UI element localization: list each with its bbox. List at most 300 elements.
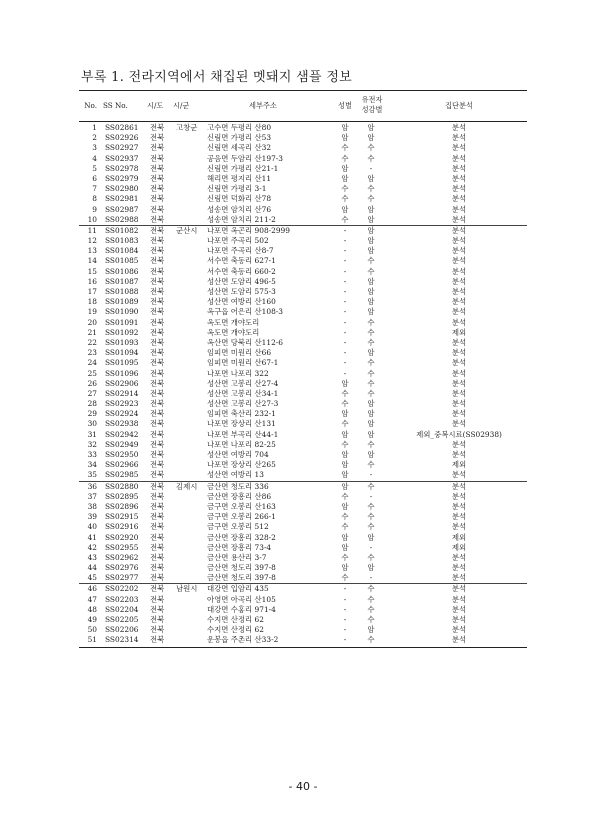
cell-sex: 수 bbox=[341, 184, 349, 194]
cell-province: 전북 bbox=[150, 594, 165, 604]
cell-genetic-sex: 암 bbox=[367, 214, 375, 224]
cell-genetic-sex: - bbox=[369, 573, 373, 583]
cell-ss-no: SS01091 bbox=[105, 317, 139, 327]
cell-address: 신림면 가평리 3-1 bbox=[207, 184, 267, 194]
cell-genetic-sex: 암 bbox=[367, 133, 375, 143]
cell-no: 4 bbox=[92, 153, 97, 163]
cell-sex: 수 bbox=[341, 512, 349, 522]
cell-address: 임피면 미원리 산66 bbox=[207, 348, 272, 358]
cell-sex: - bbox=[343, 307, 347, 317]
cell-province: 전북 bbox=[150, 409, 165, 419]
cell-ss-no: SS02914 bbox=[105, 388, 139, 398]
cell-address: 금산면 청도리 397-8 bbox=[207, 563, 276, 573]
table-row bbox=[79, 154, 527, 164]
cell-result: 분석 bbox=[451, 512, 467, 522]
table-row bbox=[79, 164, 527, 174]
cell-no: 10 bbox=[87, 214, 97, 224]
header-city: 시/군 bbox=[173, 101, 190, 110]
cell-result: 분석 bbox=[451, 450, 467, 459]
cell-ss-no: SS02966 bbox=[105, 460, 139, 470]
cell-no: 27 bbox=[87, 388, 97, 398]
cell-province: 전북 bbox=[150, 287, 165, 296]
table-row bbox=[79, 225, 527, 236]
cell-result: 분석 bbox=[451, 573, 467, 583]
cell-no: 34 bbox=[87, 460, 97, 470]
cell-result: 분석 bbox=[451, 470, 467, 480]
cell-address: 금산면 장흥리 328-2 bbox=[207, 532, 276, 542]
cell-province: 전북 bbox=[150, 388, 165, 398]
cell-ss-no: SS02949 bbox=[105, 439, 139, 449]
cell-no: 8 bbox=[92, 194, 97, 204]
cell-no: 1 bbox=[92, 123, 97, 132]
cell-no: 29 bbox=[87, 409, 97, 419]
cell-address: 금산면 용산리 3-7 bbox=[207, 552, 267, 562]
table-row bbox=[79, 267, 527, 277]
cell-no: 31 bbox=[87, 429, 97, 439]
cell-sex: 수 bbox=[341, 153, 349, 163]
cell-ss-no: SS02906 bbox=[105, 378, 139, 388]
cell-ss-no: SS02924 bbox=[105, 409, 139, 419]
cell-sex: - bbox=[343, 625, 347, 635]
cell-ss-no: SS01082 bbox=[105, 225, 139, 235]
cell-ss-no: SS02988 bbox=[105, 214, 139, 224]
cell-result: 분석 bbox=[451, 409, 467, 419]
cell-result: 분석 bbox=[451, 388, 467, 398]
cell-result: 분석 bbox=[451, 439, 467, 449]
cell-ss-no: SS02962 bbox=[105, 552, 139, 562]
cell-no: 7 bbox=[92, 184, 97, 194]
table-row bbox=[79, 440, 527, 450]
cell-sex: 암 bbox=[341, 450, 349, 459]
cell-result: 분석 bbox=[451, 522, 467, 532]
cell-ss-no: SS01088 bbox=[105, 287, 139, 296]
cell-address: 대강면 수홍리 971-4 bbox=[207, 604, 276, 614]
cell-result: 분석 bbox=[451, 399, 467, 409]
cell-result: 분석 bbox=[451, 337, 467, 347]
cell-ss-no: SS02985 bbox=[105, 470, 139, 480]
cell-address: 금구면 오봉리 266-1 bbox=[207, 512, 276, 522]
cell-no: 3 bbox=[92, 143, 97, 153]
header-ss-no: SS No. bbox=[103, 101, 128, 110]
cell-address: 나포면 주곡리 502 bbox=[207, 236, 269, 246]
cell-sex: 암 bbox=[341, 563, 349, 573]
cell-address: 임피면 축산리 232-1 bbox=[207, 409, 276, 419]
cell-province: 전북 bbox=[150, 307, 165, 317]
cell-province: 전북 bbox=[150, 625, 165, 635]
cell-result: 분석 bbox=[451, 348, 467, 358]
cell-result: 분석 bbox=[451, 204, 467, 214]
cell-result: 분석 bbox=[451, 133, 467, 143]
cell-sex: 암 bbox=[341, 532, 349, 542]
header-genetic-line1: 유전자 bbox=[361, 95, 383, 104]
cell-no: 36 bbox=[87, 481, 97, 491]
cell-province: 전북 bbox=[150, 276, 165, 286]
cell-province: 전북 bbox=[150, 542, 165, 552]
cell-result: 분석 bbox=[451, 194, 467, 204]
table-row bbox=[79, 389, 527, 399]
cell-sex: - bbox=[343, 266, 347, 276]
cell-province: 전북 bbox=[150, 266, 165, 276]
cell-ss-no: SS01085 bbox=[105, 256, 139, 266]
cell-ss-no: SS02205 bbox=[105, 615, 139, 624]
cell-sex: - bbox=[343, 287, 347, 296]
cell-genetic-sex: 수 bbox=[367, 378, 375, 388]
cell-genetic-sex: 수 bbox=[367, 143, 375, 153]
table-row bbox=[79, 502, 527, 512]
table-row bbox=[79, 399, 527, 409]
cell-address: 나포면 주곡리 산8-7 bbox=[207, 246, 274, 256]
cell-result: 분석 bbox=[451, 143, 467, 153]
cell-no: 35 bbox=[87, 470, 97, 480]
cell-province: 전북 bbox=[150, 133, 165, 143]
cell-sex: - bbox=[343, 276, 347, 286]
cell-ss-no: SS02923 bbox=[105, 399, 139, 409]
cell-genetic-sex: 수 bbox=[367, 358, 375, 368]
table-header bbox=[79, 91, 527, 122]
cell-sex: 수 bbox=[341, 194, 349, 204]
cell-no: 24 bbox=[87, 358, 97, 368]
cell-province: 전북 bbox=[150, 236, 165, 246]
cell-ss-no: SS02927 bbox=[105, 143, 139, 153]
cell-no: 16 bbox=[87, 276, 97, 286]
cell-no: 22 bbox=[87, 337, 97, 347]
cell-province: 전북 bbox=[150, 470, 165, 480]
cell-city: 고창군 bbox=[176, 123, 198, 132]
cell-province: 전북 bbox=[150, 204, 165, 214]
cell-no: 18 bbox=[87, 297, 97, 307]
cell-sex: 수 bbox=[341, 491, 349, 501]
cell-sex: 암 bbox=[341, 204, 349, 214]
cell-genetic-sex: 수 bbox=[367, 317, 375, 327]
cell-ss-no: SS01089 bbox=[105, 297, 139, 307]
cell-province: 전북 bbox=[150, 584, 165, 594]
cell-province: 전북 bbox=[150, 481, 165, 491]
cell-genetic-sex: 수 bbox=[367, 256, 375, 266]
cell-ss-no: SS01084 bbox=[105, 246, 139, 256]
cell-sex: - bbox=[343, 246, 347, 256]
cell-sex: - bbox=[343, 615, 347, 624]
cell-address: 성산면 고봉리 산27-4 bbox=[207, 378, 279, 388]
cell-address: 금산면 장흥리 73-4 bbox=[207, 542, 272, 552]
cell-sex: 수 bbox=[341, 143, 349, 153]
cell-sex: 수 bbox=[341, 522, 349, 532]
cell-result: 분석 bbox=[451, 358, 467, 368]
table-row bbox=[79, 419, 527, 429]
cell-no: 21 bbox=[87, 327, 97, 337]
cell-province: 전북 bbox=[150, 163, 165, 173]
cell-ss-no: SS02976 bbox=[105, 563, 139, 573]
cell-ss-no: SS02204 bbox=[105, 604, 139, 614]
cell-result: 분석 bbox=[451, 123, 467, 132]
table-row bbox=[79, 133, 527, 143]
cell-genetic-sex: 수 bbox=[367, 368, 375, 378]
cell-address: 금구면 오봉리 산163 bbox=[207, 501, 276, 511]
table-row bbox=[79, 533, 527, 543]
table-row bbox=[79, 470, 527, 480]
cell-result: 분석 bbox=[451, 307, 467, 317]
cell-no: 43 bbox=[87, 552, 97, 562]
cell-city: 김제시 bbox=[176, 481, 198, 491]
cell-ss-no: SS02915 bbox=[105, 512, 139, 522]
cell-address: 신림면 세곡리 산32 bbox=[207, 143, 272, 153]
cell-address: 옥산면 당북리 산112-6 bbox=[207, 337, 283, 347]
cell-address: 아영면 아곡리 산105 bbox=[207, 594, 276, 604]
cell-province: 전북 bbox=[150, 439, 165, 449]
cell-ss-no: SS01090 bbox=[105, 307, 139, 317]
cell-province: 전북 bbox=[150, 123, 165, 132]
cell-genetic-sex: 수 bbox=[367, 194, 375, 204]
cell-address: 성산면 여방리 13 bbox=[207, 470, 264, 480]
cell-province: 전북 bbox=[150, 512, 165, 522]
cell-province: 전북 bbox=[150, 615, 165, 624]
cell-ss-no: SS02314 bbox=[105, 635, 139, 645]
cell-no: 23 bbox=[87, 348, 97, 358]
cell-sex: - bbox=[343, 368, 347, 378]
cell-sex: 수 bbox=[341, 399, 349, 409]
cell-city: 남원시 bbox=[176, 584, 198, 594]
cell-genetic-sex: 암 bbox=[367, 409, 375, 419]
cell-address: 옥도면 개야도리 bbox=[207, 317, 260, 327]
table-row bbox=[79, 512, 527, 522]
table-row bbox=[79, 338, 527, 348]
cell-city: 군산시 bbox=[176, 225, 198, 235]
cell-result: 분석 bbox=[451, 317, 467, 327]
table-row bbox=[79, 307, 527, 317]
cell-province: 전북 bbox=[150, 184, 165, 194]
cell-address: 대강면 입암리 435 bbox=[207, 584, 269, 594]
cell-result: 분석 bbox=[451, 368, 467, 378]
page-number: - 40 - bbox=[288, 780, 318, 793]
cell-address: 서수면 축동리 660-2 bbox=[207, 266, 276, 276]
cell-province: 전북 bbox=[150, 635, 165, 645]
cell-province: 전북 bbox=[150, 246, 165, 256]
cell-result: 분석 bbox=[451, 635, 467, 645]
cell-result: 분석 bbox=[451, 625, 467, 635]
table-row bbox=[79, 563, 527, 573]
table-row bbox=[79, 256, 527, 266]
cell-genetic-sex: 수 bbox=[367, 153, 375, 163]
cell-result: 분석 bbox=[451, 563, 467, 573]
cell-genetic-sex: 암 bbox=[367, 173, 375, 183]
cell-genetic-sex: 수 bbox=[367, 635, 375, 645]
cell-address: 서수면 축동리 627-1 bbox=[207, 256, 276, 266]
cell-genetic-sex: 암 bbox=[367, 297, 375, 307]
cell-no: 49 bbox=[87, 615, 97, 624]
cell-sex: 수 bbox=[341, 214, 349, 224]
table-row bbox=[79, 123, 527, 133]
cell-genetic-sex: 수 bbox=[367, 439, 375, 449]
cell-genetic-sex: 암 bbox=[367, 307, 375, 317]
cell-result: 분석 bbox=[451, 236, 467, 246]
table-row bbox=[79, 615, 527, 625]
table-row bbox=[79, 583, 527, 594]
cell-sex: - bbox=[343, 256, 347, 266]
cell-ss-no: SS02206 bbox=[105, 625, 139, 635]
cell-ss-no: SS02955 bbox=[105, 542, 139, 552]
header-genetic-line2: 성감별 bbox=[361, 105, 383, 114]
appendix-title: 부록 1. 전라지역에서 채집된 멧돼지 샘플 정보 bbox=[81, 70, 353, 85]
cell-address: 신림면 덕화리 산78 bbox=[207, 194, 272, 204]
cell-no: 48 bbox=[87, 604, 97, 614]
cell-address: 나포면 장상리 산131 bbox=[207, 419, 276, 429]
cell-ss-no: SS01095 bbox=[105, 358, 139, 368]
cell-genetic-sex: 수 bbox=[367, 481, 375, 491]
table-row bbox=[79, 460, 527, 470]
cell-result: 분석 bbox=[451, 276, 467, 286]
table-row bbox=[79, 605, 527, 615]
table-row bbox=[79, 481, 527, 492]
cell-no: 14 bbox=[87, 256, 97, 266]
cell-genetic-sex: - bbox=[369, 491, 373, 501]
cell-sex: - bbox=[343, 594, 347, 604]
cell-genetic-sex: 암 bbox=[367, 625, 375, 635]
cell-ss-no: SS02942 bbox=[105, 429, 139, 439]
cell-genetic-sex: 수 bbox=[367, 388, 375, 398]
cell-result: 분석 bbox=[451, 173, 467, 183]
cell-ss-no: SS02920 bbox=[105, 532, 139, 542]
cell-ss-no: SS02950 bbox=[105, 450, 139, 459]
cell-address: 금구면 오봉리 512 bbox=[207, 522, 269, 532]
cell-province: 전북 bbox=[150, 491, 165, 501]
cell-ss-no: SS02916 bbox=[105, 522, 139, 532]
cell-ss-no: SS02937 bbox=[105, 153, 139, 163]
cell-province: 전북 bbox=[150, 173, 165, 183]
cell-no: 38 bbox=[87, 501, 97, 511]
cell-province: 전북 bbox=[150, 450, 165, 459]
cell-no: 19 bbox=[87, 307, 97, 317]
cell-result: 분석 bbox=[451, 552, 467, 562]
cell-genetic-sex: 암 bbox=[367, 225, 375, 235]
cell-genetic-sex: 암 bbox=[367, 287, 375, 296]
cell-no: 5 bbox=[92, 163, 97, 173]
table-row bbox=[79, 205, 527, 215]
cell-genetic-sex: 암 bbox=[367, 204, 375, 214]
cell-result: 분석 bbox=[451, 266, 467, 276]
cell-sex: 암 bbox=[341, 481, 349, 491]
cell-address: 나포면 장상리 산265 bbox=[207, 460, 276, 470]
cell-ss-no: SS01092 bbox=[105, 327, 139, 337]
cell-ss-no: SS01094 bbox=[105, 348, 139, 358]
table-row bbox=[79, 635, 527, 645]
cell-province: 전북 bbox=[150, 317, 165, 327]
cell-address: 성산면 도암리 575-3 bbox=[207, 287, 276, 296]
cell-no: 25 bbox=[87, 368, 97, 378]
cell-sex: - bbox=[343, 604, 347, 614]
cell-ss-no: SS02979 bbox=[105, 173, 139, 183]
cell-genetic-sex: 수 bbox=[367, 604, 375, 614]
cell-address: 공음면 두암리 산197-3 bbox=[207, 153, 283, 163]
cell-no: 46 bbox=[87, 584, 97, 594]
cell-no: 28 bbox=[87, 399, 97, 409]
cell-address: 성산면 여방리 704 bbox=[207, 450, 269, 459]
header-sex: 성별 bbox=[338, 101, 352, 110]
cell-genetic-sex: 암 bbox=[367, 246, 375, 256]
cell-address: 운봉읍 주촌리 산33-2 bbox=[207, 635, 279, 645]
cell-province: 전북 bbox=[150, 573, 165, 583]
table-row bbox=[79, 318, 527, 328]
cell-address: 옥도면 개야도리 bbox=[207, 327, 260, 337]
cell-no: 50 bbox=[87, 625, 97, 635]
cell-sex: - bbox=[343, 584, 347, 594]
cell-address: 나포면 나포리 82-25 bbox=[207, 439, 276, 449]
cell-province: 전북 bbox=[150, 256, 165, 266]
cell-sex: - bbox=[343, 635, 347, 645]
cell-ss-no: SS01096 bbox=[105, 368, 139, 378]
cell-no: 39 bbox=[87, 512, 97, 522]
cell-ss-no: SS02203 bbox=[105, 594, 139, 604]
cell-address: 수지면 산정리 62 bbox=[207, 625, 264, 635]
cell-sex: - bbox=[343, 236, 347, 246]
cell-genetic-sex: - bbox=[369, 542, 373, 552]
cell-address: 성산면 고봉리 산34-1 bbox=[207, 388, 279, 398]
cell-no: 51 bbox=[87, 635, 97, 645]
cell-sex: 암 bbox=[341, 123, 349, 132]
table-row bbox=[79, 492, 527, 502]
cell-no: 9 bbox=[92, 204, 97, 214]
cell-sex: - bbox=[343, 358, 347, 368]
cell-address: 나포면 나포리 322 bbox=[207, 368, 269, 378]
cell-genetic-sex: 암 bbox=[367, 450, 375, 459]
cell-genetic-sex: 수 bbox=[367, 552, 375, 562]
cell-result: 분석 bbox=[451, 481, 467, 491]
cell-sex: 암 bbox=[341, 501, 349, 511]
cell-province: 전북 bbox=[150, 194, 165, 204]
table-row bbox=[79, 215, 527, 225]
cell-sex: - bbox=[343, 317, 347, 327]
table-row bbox=[79, 297, 527, 307]
cell-no: 12 bbox=[87, 236, 97, 246]
cell-ss-no: SS02938 bbox=[105, 419, 139, 429]
cell-no: 44 bbox=[87, 563, 97, 573]
cell-no: 11 bbox=[87, 225, 97, 235]
cell-ss-no: SS02980 bbox=[105, 184, 139, 194]
cell-result: 제외 bbox=[451, 542, 467, 552]
cell-province: 전북 bbox=[150, 378, 165, 388]
table-row bbox=[79, 379, 527, 389]
cell-address: 금산면 청도리 397-8 bbox=[207, 573, 276, 583]
cell-genetic-sex: 암 bbox=[367, 348, 375, 358]
cell-genetic-sex: 암 bbox=[367, 276, 375, 286]
cell-address: 성산면 여방리 산160 bbox=[207, 297, 276, 307]
cell-province: 전북 bbox=[150, 327, 165, 337]
cell-result: 분석 bbox=[451, 153, 467, 163]
cell-genetic-sex: 수 bbox=[367, 584, 375, 594]
cell-no: 45 bbox=[87, 573, 97, 583]
cell-result: 제외 bbox=[451, 460, 467, 470]
table-row bbox=[79, 553, 527, 563]
cell-sex: - bbox=[343, 225, 347, 235]
cell-province: 전북 bbox=[150, 460, 165, 470]
cell-province: 전북 bbox=[150, 419, 165, 429]
header-result: 집단분석 bbox=[445, 101, 473, 110]
cell-result: 분석 bbox=[451, 501, 467, 511]
table-row bbox=[79, 328, 527, 338]
cell-ss-no: SS02981 bbox=[105, 194, 139, 204]
table-row bbox=[79, 430, 527, 440]
cell-ss-no: SS01087 bbox=[105, 276, 139, 286]
cell-sex: 암 bbox=[341, 133, 349, 143]
cell-address: 수지면 산정리 62 bbox=[207, 615, 264, 624]
table-row bbox=[79, 143, 527, 153]
cell-sex: 수 bbox=[341, 439, 349, 449]
cell-sex: 암 bbox=[341, 409, 349, 419]
cell-result: 분석 bbox=[451, 256, 467, 266]
table-row bbox=[79, 287, 527, 297]
cell-sex: 암 bbox=[341, 378, 349, 388]
table-row bbox=[79, 236, 527, 246]
cell-no: 17 bbox=[87, 287, 97, 296]
table-row bbox=[79, 522, 527, 532]
